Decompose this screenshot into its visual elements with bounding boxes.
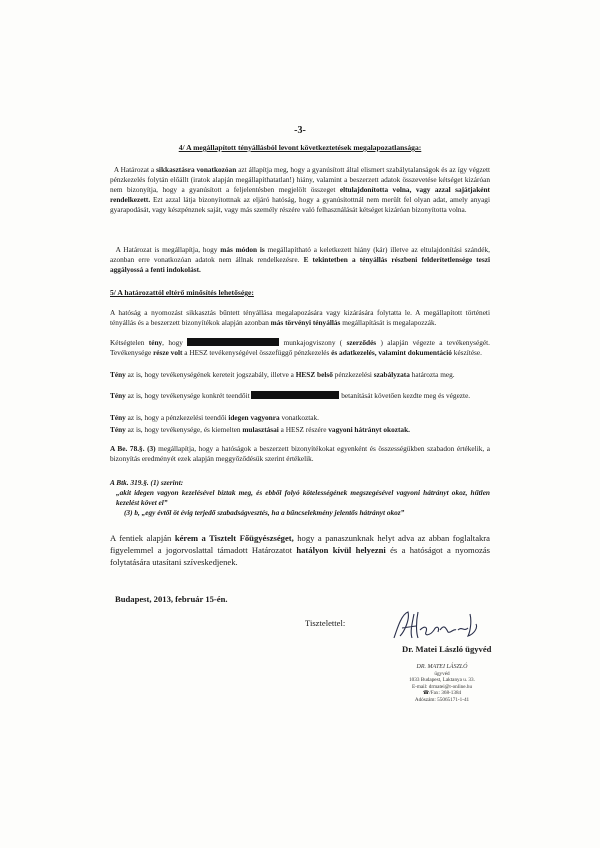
request-paragraph: A fentiek alapján kérem a Tisztelt Főügyészséget, hogy a panaszunknak helyt adva az abban foglaltakra figyelemmel a jogorvoslattal támadott Határozatot hatályon kívül helyezni és a hatóságot a nyomozás folytatására utasítani szíveskedjenek. (110, 533, 491, 567)
section-4-paragraph-1: A Határozat a sikkasztásra vonatkozóan azt állapítja meg, hogy a gyanúsított által elismert szabálytalanságok és az így végzett pénzkezelés folytán előállt (iratok alapján megállapíthatatlan!) hiány, valamint a beszerzett adatok összevetése kétséget kizáróan nem bizonyítja, hogy a gyanúsított a feljelentésben megjelölt összeget eltulajdonította volna, vagy azzal sajátjaként rendelkezett. Ezt azzal látja bizonyítottnak az eljáró hatóság, hogy a gyanúsítottnál nem merült fel olyan adat, amely anyagi gyarapodását, vagy készpénznek saját, vagy más személy részére való felhasználását kétséget kizáróan bizonyította volna. (110, 165, 491, 214)
section-5-heading: 5/ A határozattól eltérő minősítés lehetősége: (110, 288, 254, 297)
handwritten-signature-icon (388, 606, 488, 644)
signer-name: Dr. Matei László ügyvéd (402, 644, 492, 654)
redaction-bar (251, 391, 339, 399)
section-5 (110, 288, 490, 298)
btk-319-citation: A Btk. 319.§. (1) szerint: „akit idegen vagyon kezelésével bíztak meg, és ebből folyó kötelességének megszegésével vagyoni hátrányt okoz, hűtlen kezelést követ el” (3) b, „egy évtől öt évig terjedő szabadságvesztés, ha a bűncselekmény jelentős hátrányt okoz” (110, 478, 490, 517)
place-and-date: Budapest, 2013, február 15-én. (115, 594, 228, 604)
section-5-paragraph-1: A hatóság a nyomozást sikkasztás bűntett tényállása megalapozására vagy kizárására folytatta le. A megállapított történeti tényállás és a beszerzett bizonyítékok alapján azonban más törvényi tényállás megállapítását is megalapozzák. (110, 308, 490, 327)
greeting: Tisztelettel: (305, 618, 346, 628)
be-78-paragraph: A Be. 78.§. (3) megállapítja, hogy a hatóságok a beszerzett bizonyítékokat egyenként és összességükben szabadon értékelik, a bizonyítás eredményét ezek alapján meggyőződésük szerint értékelik. (110, 444, 491, 463)
section-5-fact-3: Tény az is, hogy tevékenysége konkrét teendőit betanítását követően kezdte meg és végezte. (110, 391, 471, 400)
redaction-bar (187, 338, 279, 346)
section-4 (110, 143, 490, 153)
section-5-fact-1: Kétségtelen tény, hogy munkajogviszony ( szerződés ) alapján végezte a tevékenységét. Tevékenysége része volt a HESZ tevékenységével összefüggő pénzkezelés és adatkezelés, valamint dokumentáció készítése. (110, 338, 490, 357)
section-4-heading: 4/ A megállapított tényállásból levont következtetések megalapozatlansága: (178, 143, 422, 152)
section-5-fact-5: Tény az is, hogy tevékenysége, és kiemelten mulasztásai a HESZ részére vagyoni hátrányt okoztak. (110, 425, 410, 434)
section-5-fact-2: Tény az is, hogy tevékenységének kereteit jogszabály, illetve a HESZ belső pénzkezelési szabályzata határozta meg. (110, 370, 455, 379)
section-5-fact-4: Tény az is, hogy a pénzkezelési teendői idegen vagyonra vonatkoztak. (110, 413, 319, 422)
lawyer-stamp: DR. MATEI LÁSZLÓ ügyvéd 1033 Budapest, Laktanya u. 33. E-mail: drmatei@t-online.hu ☎/Fax: 368-1384 Adószám: 55065171-1-41 (409, 664, 475, 703)
section-4-paragraph-2: A Határozat is megállapítja, hogy más módon is megállapítható a keletkezett hiány (kár) illetve az eltulajdonítási szándék, azonban erre vonatkozóan adatok nem állnak rendelkezésre. E tekintetben a tényállás részbeni felderítetlensége teszi aggályossá a fenti indokolást. (110, 245, 491, 274)
page-number: -3- (294, 125, 306, 136)
